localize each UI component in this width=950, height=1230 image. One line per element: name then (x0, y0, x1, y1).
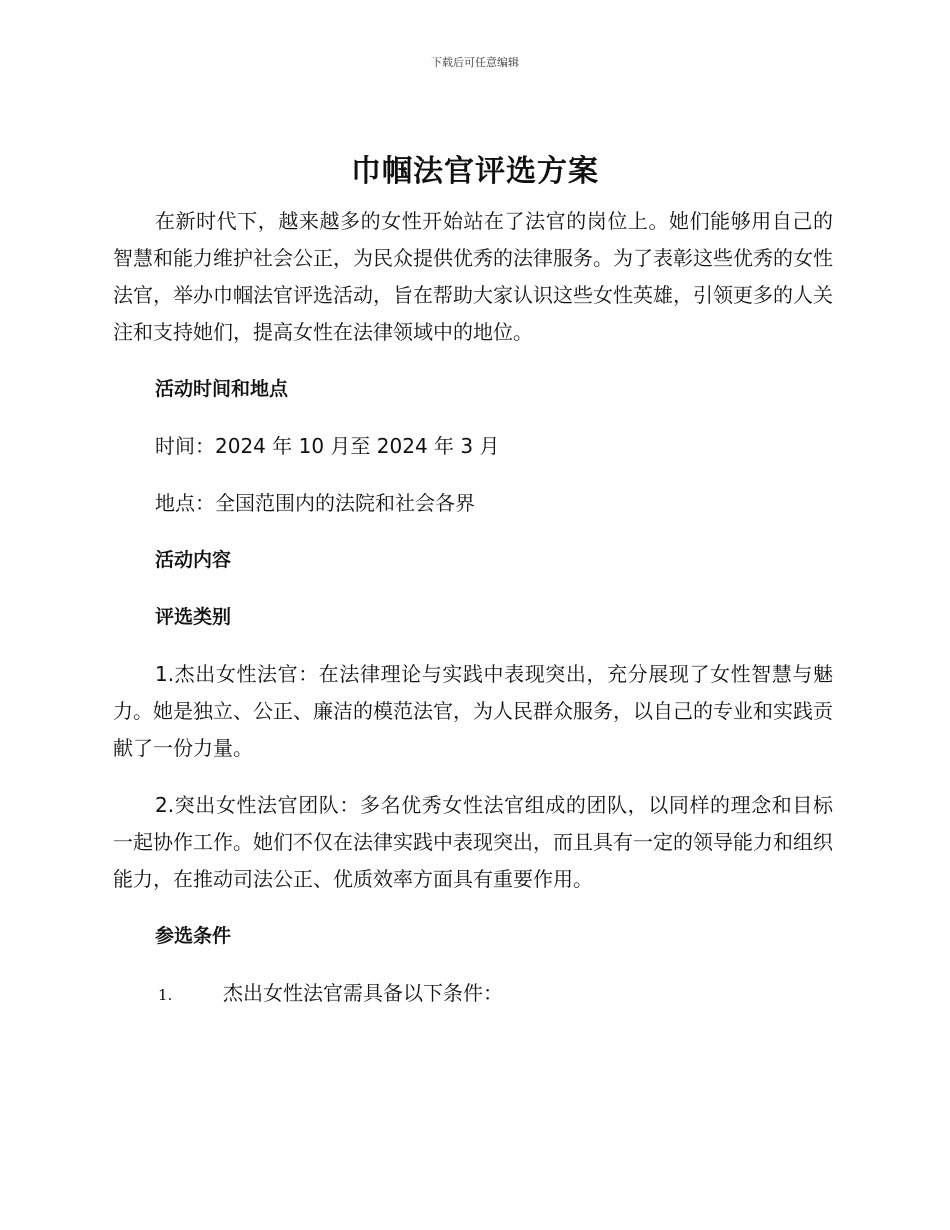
heading-conditions: 参选条件 (155, 925, 232, 947)
category-item-2: 2.突出女性法官团队：多名优秀女性法官组成的团队，以同样的理念和目标一起协作工作。她们不仅在法律实践中表现突出，而且具有一定的领导能力和组织能力，在推动司法公正、优质效率方面具有重要作用。 (113, 793, 833, 891)
heading-time-place: 活动时间和地点 (155, 378, 289, 400)
heading-content: 活动内容 (155, 549, 232, 571)
document-title: 巾帼法官评选方案 (351, 154, 599, 189)
document-body (113, 203, 833, 1014)
header-note: 下载后可任意编辑 (431, 56, 519, 69)
condition-list-text: 杰出女性法官需具备以下条件： (223, 981, 503, 1005)
condition-list-item (113, 975, 833, 1014)
activity-time: 时间：2024 年 10 月至 2024 年 3 月 (155, 434, 500, 458)
condition-list-number: 1. (158, 986, 173, 1004)
heading-categories: 评选类别 (155, 606, 232, 628)
intro-paragraph: 在新时代下，越来越多的女性开始站在了法官的岗位上。她们能够用自己的智慧和能力维护社会公正，为民众提供优秀的法律服务。为了表彰这些优秀的女性法官，举办巾帼法官评选活动，旨在帮助大家认识这些女性英雄，引领更多的人关注和支持她们，提高女性在法律领域中的地位。 (113, 209, 833, 344)
category-item-1: 1.杰出女性法官：在法律理论与实践中表现突出，充分展现了女性智慧与魅力。她是独立、公正、廉洁的模范法官，为人民群众服务，以自己的专业和实践贡献了一份力量。 (113, 662, 833, 760)
activity-place: 地点：全国范围内的法院和社会各界 (155, 491, 475, 515)
